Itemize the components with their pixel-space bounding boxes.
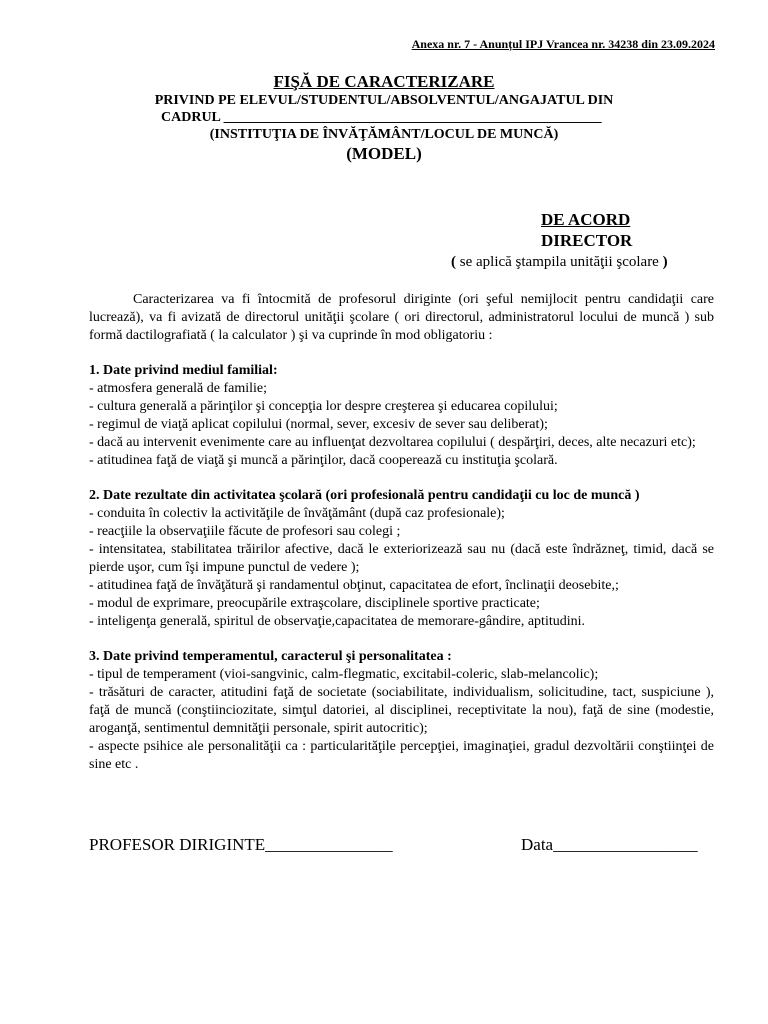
list-item: - cultura generală a părinţilor şi concepţia lor despre creşterea şi educarea copilului; <box>89 399 558 414</box>
section-title: 2. Date rezultate din activitatea şcolară (ori profesională pentru candidaţii cu loc de muncă ) <box>89 488 640 503</box>
document-title: FIŞĂ DE CARACTERIZARE <box>273 72 495 91</box>
section-school-activity <box>89 487 714 631</box>
list-item: - atitudinea faţă de învăţătură şi randamentul obţinut, capacitatea de efort, înclinaţii deosebite,; <box>89 578 619 593</box>
list-item: - atitudinea faţă de viaţă şi muncă a părinţilor, dacă cooperează cu instituţia şcolară. <box>89 453 558 468</box>
list-item: - atmosfera generală de familie; <box>89 381 268 396</box>
intro-paragraph: Caracterizarea va fi întocmită de profesorul diriginte (ori şeful nemijlocit pentru candidaţii care lucrează), va fi avizată de directorul unităţii şcolare ( ori directorul, administratorul locului de muncă ) sub formă dactilografiată ( la calculator ) şi va cuprinde în mod obligatoriu : <box>89 292 714 343</box>
title-subject-line: PRIVIND PE ELEVUL/STUDENTUL/ABSOLVENTUL/ANGAJATUL DIN <box>154 93 614 108</box>
approval-stamp-close-paren: ) <box>662 254 668 270</box>
list-item: - dacă au intervenit evenimente care au influenţat dezvoltarea copilului ( despărţiri, deces, alte necazuri etc); <box>89 435 696 450</box>
list-item: - regimul de viaţă aplicat copilului (normal, sever, excesiv de sever sau deliberat); <box>89 417 548 432</box>
list-item: - aspecte psihice ale personalităţii ca : particularităţile percepţiei, imaginaţiei, gradul dezvoltării conştiinţei de sine etc . <box>89 739 714 772</box>
list-item: - conduita în colectiv la activităţile de învăţământ (după caz profesionale); <box>89 506 505 521</box>
list-item: - modul de exprimare, preocupările extraşcolare, disciplinele sportive practicate; <box>89 596 540 611</box>
list-item: - inteligenţa generală, spiritul de observaţie,capacitatea de memorare-gândire, aptitudini. <box>89 614 586 629</box>
list-item: - reacţiile la observaţiile făcute de profesori sau colegi ; <box>89 524 401 539</box>
section-temperament-personality <box>89 648 714 774</box>
section-title: 3. Date privind temperamentul, caracterul şi personalitatea : <box>89 649 452 664</box>
approval-stamp-text: se aplică ştampila unităţii şcolare <box>456 254 663 270</box>
title-model-label: (MODEL) <box>346 144 422 163</box>
list-item: - trăsături de caracter, atitudini faţă de societate (sociabilitate, individualism, solicitudine, tact, suspiciune ), faţă de muncă (conştiinciozitate, simţul datoriei, al disciplinei, receptivitate la nou), faţă de sine (modestie, aroganţă, sentimentul demnităţii personale, spirit autocritic); <box>89 685 714 736</box>
approval-stamp-note <box>451 251 721 273</box>
approval-agreement: DE ACORD <box>541 210 631 229</box>
title-cadrul-line: CADRUL ______________________________________________________ <box>161 110 602 125</box>
teacher-signature-field: PROFESOR DIRIGINTE_______________ <box>89 835 393 854</box>
list-item: - intensitatea, stabilitatea trăirilor afective, dacă le exteriorizează sau nu (dacă este îndrăzneţ, timid, dacă se pierde uşor, cum îşi impune punctul de vedere ); <box>89 542 714 575</box>
list-item: - tipul de temperament (vioi-sangvinic, calm-flegmatic, excitabil-coleric, slab-melancolic); <box>89 667 599 682</box>
title-institution-line: (INSTITUŢIA DE ÎNVĂŢĂMÂNT/LOCUL DE MUNCĂ) <box>209 127 559 142</box>
section-title: 1. Date privind mediul familial: <box>89 363 278 378</box>
date-field: Data_________________ <box>521 835 698 854</box>
approval-director: DIRECTOR <box>541 231 633 250</box>
document-title-block <box>0 72 768 165</box>
annex-reference: Anexa nr. 7 - Anunțul IPJ Vrancea nr. 34238 din 23.09.2024 <box>411 37 715 51</box>
approval-stamp-open-paren: ( <box>451 254 456 270</box>
section-family-environment <box>89 362 714 470</box>
document-body <box>89 291 714 774</box>
approval-block <box>451 209 721 273</box>
